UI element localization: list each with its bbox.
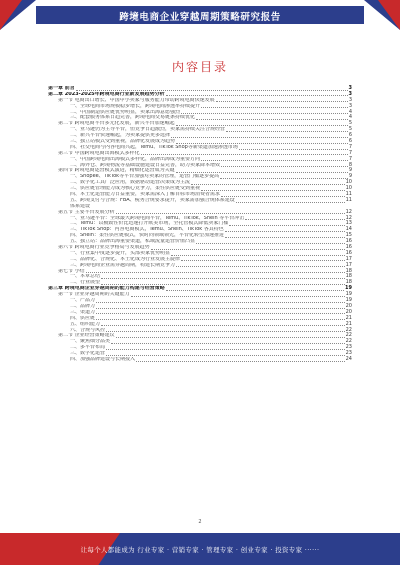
toc-leader-dots bbox=[131, 296, 345, 297]
toc-entry-page: 12 bbox=[345, 208, 352, 215]
toc-entry-page: 14 bbox=[345, 226, 352, 233]
toc-entry-label: 四、Shein：柔性供应链模式，快时尚领域领先，平台化转型加速推进 bbox=[70, 233, 224, 239]
toc-entry-label: 二、行业展望 bbox=[70, 280, 101, 286]
toc-entry-label: 三、配套服务体系日趋完善，跨境电商交易链条持续优化 bbox=[70, 115, 196, 121]
toc-entry-label: 二、品牌化、合规化、本土化成为行业发展主旋律 bbox=[70, 256, 181, 262]
toc-leader-dots bbox=[106, 331, 345, 332]
toc-entry-page: 3 bbox=[348, 84, 352, 91]
toc-leader-dots bbox=[181, 260, 345, 261]
toc-leader-dots bbox=[245, 219, 344, 220]
toc-entry-label: 第五节 主要平台发展分析 bbox=[58, 209, 115, 215]
toc-leader-dots bbox=[221, 196, 345, 197]
toc-entry-label: 三、独立站模式受到重视，品牌化发展成为趋势 bbox=[70, 139, 176, 144]
toc-entry-label: 第七节 小结 bbox=[58, 268, 85, 274]
toc-leader-dots bbox=[171, 255, 345, 256]
toc-entry-label: 一、中国跨境电商出海模式多样化，品牌出海成为重要方向 bbox=[70, 156, 201, 162]
toc-entry-page: 16 bbox=[345, 249, 352, 256]
toc-leader-dots bbox=[101, 278, 345, 279]
toc-leader-dots bbox=[225, 231, 345, 232]
toc-leader-dots bbox=[166, 290, 344, 291]
toc-entry-label: 体系建设 bbox=[70, 203, 91, 209]
toc-entry-page: 9 bbox=[348, 167, 352, 174]
toc-entry-label: 五、跨境支付与合规：FBA、税务合规要求提升，卖家需加强合规体系建设 bbox=[70, 197, 235, 203]
toc-entry-label: 第一节 电商出口增长、中国中小卖家与服务能力带动跨境电商快速发展 bbox=[58, 97, 215, 103]
toc-entry-label: 三、供应链管理能力成为核心竞争力，柔性供应链受到重视 bbox=[70, 186, 201, 192]
toc-leader-dots bbox=[101, 325, 345, 326]
toc-leader-dots bbox=[176, 143, 348, 144]
toc-entry-page: 20 bbox=[345, 308, 352, 315]
toc-leader-dots bbox=[111, 343, 345, 344]
toc-leader-dots bbox=[196, 119, 348, 120]
toc-entry-label: 四、本土化运营能力日益重要，卖家需深入了解目标市场消费者需求 bbox=[70, 192, 221, 198]
toc-entry-label: 二、Temu：以极致性价比迅速打开欧美市场，全托管模式降低卖家门槛 bbox=[70, 221, 229, 227]
toc-leader-dots bbox=[221, 166, 348, 167]
toc-leader-dots bbox=[106, 349, 345, 350]
toc-entry-page: 16 bbox=[345, 238, 352, 245]
toc-entry-label: 二、数字化工具广泛应用，数据驱动运营决策成为主流 bbox=[70, 180, 191, 186]
toc-entry-label: 二、中国制造供应链优势明显，卖家出海意愿强烈 bbox=[70, 109, 181, 115]
toc-entry-label: 四、社交电商与内容电商兴起，Temu、TikTok Shop等新渠道加速渗透市场 bbox=[70, 144, 238, 150]
toc-leader-dots bbox=[96, 308, 345, 309]
toc-entry-page: 6 bbox=[348, 138, 352, 144]
toc-leader-dots bbox=[106, 355, 345, 356]
toc-leader-dots bbox=[201, 160, 348, 161]
toc-entry-page: 18 bbox=[345, 273, 352, 280]
toc-entry-label: 第三节 中国跨境电商出海模式多样化 bbox=[58, 150, 140, 156]
toc-entry-page: 20 bbox=[345, 302, 352, 309]
toc-leader-dots bbox=[236, 202, 345, 203]
toc-entry[interactable] bbox=[48, 357, 352, 363]
toc-entry-label: 三、数字化运营 bbox=[70, 351, 106, 357]
toc-entry-label: 二、海外仓、跨境物流等基础设施建设日益完善，助力卖家降本增效 bbox=[70, 162, 221, 168]
toc-leader-dots bbox=[101, 284, 345, 285]
toc-leader-dots bbox=[151, 249, 345, 250]
toc-leader-dots bbox=[171, 137, 348, 138]
toc-entry-page: 7 bbox=[348, 155, 352, 162]
toc-entry-label: 第二章 2023-2025年跨境电商行业新发展趋势分析 bbox=[48, 91, 165, 97]
toc-entry-label: 第二节 企业经营策略建议 bbox=[58, 333, 115, 339]
toc-entry-label: 第六节 跨境电商行业竞争格局与发展趋势 bbox=[58, 245, 150, 251]
toc-entry-label: 一、产品力 bbox=[70, 298, 96, 304]
toc-entry-label: 五、独立站：品牌出海重要渠道，私域流量运营价值凸显 bbox=[70, 239, 196, 245]
toc-entry-page: 21 bbox=[345, 314, 352, 321]
toc-entry-page: 7 bbox=[348, 143, 352, 150]
toc-leader-dots bbox=[239, 149, 348, 150]
toc-leader-dots bbox=[116, 213, 345, 214]
toc-entry-label: 一、Shopee、TikTok等平台加强对卖家的管理，运营门槛逐步提高 bbox=[70, 174, 220, 180]
toc-leader-dots bbox=[96, 313, 345, 314]
toc-entry-label: 五、组织能力 bbox=[70, 321, 101, 327]
toc-entry-label: 一、全球电商市场规模稳步增长，跨境电商渗透率持续提升 bbox=[70, 103, 201, 109]
toc-leader-dots bbox=[176, 266, 345, 267]
report-footer bbox=[0, 533, 400, 565]
toc-leader-dots bbox=[229, 225, 344, 226]
toc-entry-page: 18 bbox=[345, 267, 352, 274]
toc-entry-page: 3 bbox=[348, 102, 352, 109]
toc-entry-label: 第二节 跨境电商平台多元化发展，新兴平台加速崛起 bbox=[58, 121, 175, 127]
toc-entry-label: 第一章 前言 bbox=[48, 85, 75, 91]
toc-entry-label: 第一节 企业穿越周期的关键能力 bbox=[58, 292, 130, 298]
toc-leader-dots bbox=[86, 272, 345, 273]
toc-entry-label: 四、供应链 bbox=[70, 315, 96, 321]
toc-leader-dots bbox=[191, 184, 345, 185]
toc-entry-label: 三、渠道力 bbox=[70, 309, 96, 315]
toc-entry-label: 一、行业集中度逐步提升，头部卖家优势明显 bbox=[70, 250, 171, 256]
toc-entry-page: 17 bbox=[345, 255, 352, 262]
toc-leader-dots bbox=[141, 154, 348, 155]
report-title: 跨境电商企业穿越周期策略研究报告 bbox=[119, 12, 281, 23]
toc-entry-page: 5 bbox=[348, 126, 352, 133]
toc-entry-label: 第四节 跨境电商运营模式演进，精细化运营成为关键 bbox=[58, 168, 175, 174]
footer-slogan: 让每个人都能成为 行业专家 · 营销专家 · 管理专家 · 创业专家 · 投资专家 ······ bbox=[80, 546, 320, 554]
toc-entry-label: 二、新兴平台快速崛起，为卖家提供更多选择 bbox=[70, 133, 171, 139]
toc-entry-page: 10 bbox=[345, 185, 352, 192]
toc-entry-page: 19 bbox=[345, 291, 352, 298]
toc-entry-page: 12 bbox=[345, 214, 352, 221]
toc-entry-page: 19 bbox=[345, 297, 352, 304]
toc-entry-label: 一、本章总结 bbox=[70, 274, 101, 280]
toc-entry-page: 6 bbox=[348, 132, 352, 139]
toc-entry-page: 17 bbox=[345, 261, 352, 268]
toc-leader-dots bbox=[226, 131, 348, 132]
toc-entry-page: 11 bbox=[345, 191, 352, 198]
toc-entry-page: 15 bbox=[345, 232, 352, 239]
toc-leader-dots bbox=[201, 190, 345, 191]
toc-entry-page: 23 bbox=[345, 350, 352, 357]
toc-entry-label: 四、加强品牌建设与长期投入 bbox=[70, 356, 136, 362]
toc-leader-dots bbox=[201, 107, 348, 108]
toc-entry-page: 7 bbox=[348, 149, 352, 156]
toc-entry-page: 23 bbox=[345, 344, 352, 351]
toc-entry-page: 9 bbox=[348, 173, 352, 180]
toc-entry-page: 24 bbox=[345, 355, 352, 362]
toc-entry-page: 11 bbox=[345, 196, 352, 203]
toc-entry-page: 3 bbox=[348, 96, 352, 103]
toc-leader-dots bbox=[96, 319, 345, 320]
toc-entry-page: 5 bbox=[348, 120, 352, 127]
toc-entry-page: 16 bbox=[345, 244, 352, 251]
toc-entry-label: 六、合规与风控 bbox=[70, 327, 106, 333]
toc-entry-page: 22 bbox=[345, 338, 352, 345]
toc-entry-page: 18 bbox=[345, 279, 352, 286]
report-header bbox=[0, 0, 400, 30]
toc-leader-dots bbox=[196, 243, 345, 244]
toc-entry-page: 19 bbox=[345, 285, 352, 292]
page-number: 2 bbox=[198, 519, 202, 525]
toc-leader-dots bbox=[96, 302, 345, 303]
toc-leader-dots bbox=[176, 172, 348, 173]
toc-leader-dots bbox=[225, 237, 345, 238]
toc-entry-label: 一、亚马逊平台：全球最大跨境电商平台，Temu、TikTok、Shein 等平台冲击 bbox=[70, 215, 245, 221]
toc-leader-dots bbox=[176, 125, 348, 126]
toc-leader-dots bbox=[76, 90, 348, 91]
toc-entry-label: 一、亚马逊仍为主导平台，但竞争日趋激烈，卖家需持续关注合规经营 bbox=[70, 127, 226, 133]
toc-entry-page: 4 bbox=[348, 108, 352, 115]
toc-entry-page: 8 bbox=[348, 161, 352, 168]
toc-entry-label: 三、TikTok Shop：内容电商模式，Temu、Shein、TikTok 各具特色 bbox=[70, 227, 224, 233]
toc-entry-label: 二、多平台布局 bbox=[70, 345, 106, 351]
toc-heading: 内容目录 bbox=[171, 60, 228, 74]
toc-leader-dots bbox=[116, 337, 345, 338]
toc-entry-page: 22 bbox=[345, 326, 352, 333]
toc-leader-dots bbox=[136, 361, 345, 362]
toc-entry-label: 二、品牌力 bbox=[70, 303, 96, 309]
toc-entry-page: 10 bbox=[345, 179, 352, 186]
toc-entry-label: 第三章 跨境电商企业穿越周期的能力构建与经营策略 bbox=[48, 286, 165, 292]
toc-entry-label: 一、聚焦细分品类 bbox=[70, 339, 111, 345]
toc-entry-label: 三、跨境电商企业需穿越周期，构建长期竞争力 bbox=[70, 262, 176, 268]
toc-leader-dots bbox=[181, 113, 348, 114]
toc-entry-page: 3 bbox=[348, 90, 352, 97]
toc-entry-page: 4 bbox=[348, 114, 352, 121]
toc-entry-page: 22 bbox=[345, 332, 352, 339]
table-of-contents bbox=[48, 86, 352, 363]
toc-leader-dots bbox=[220, 178, 348, 179]
toc-leader-dots bbox=[166, 95, 348, 96]
toc-entry-page: 21 bbox=[345, 320, 352, 327]
toc-entry-page: 13 bbox=[345, 220, 352, 227]
toc-leader-dots bbox=[216, 101, 348, 102]
